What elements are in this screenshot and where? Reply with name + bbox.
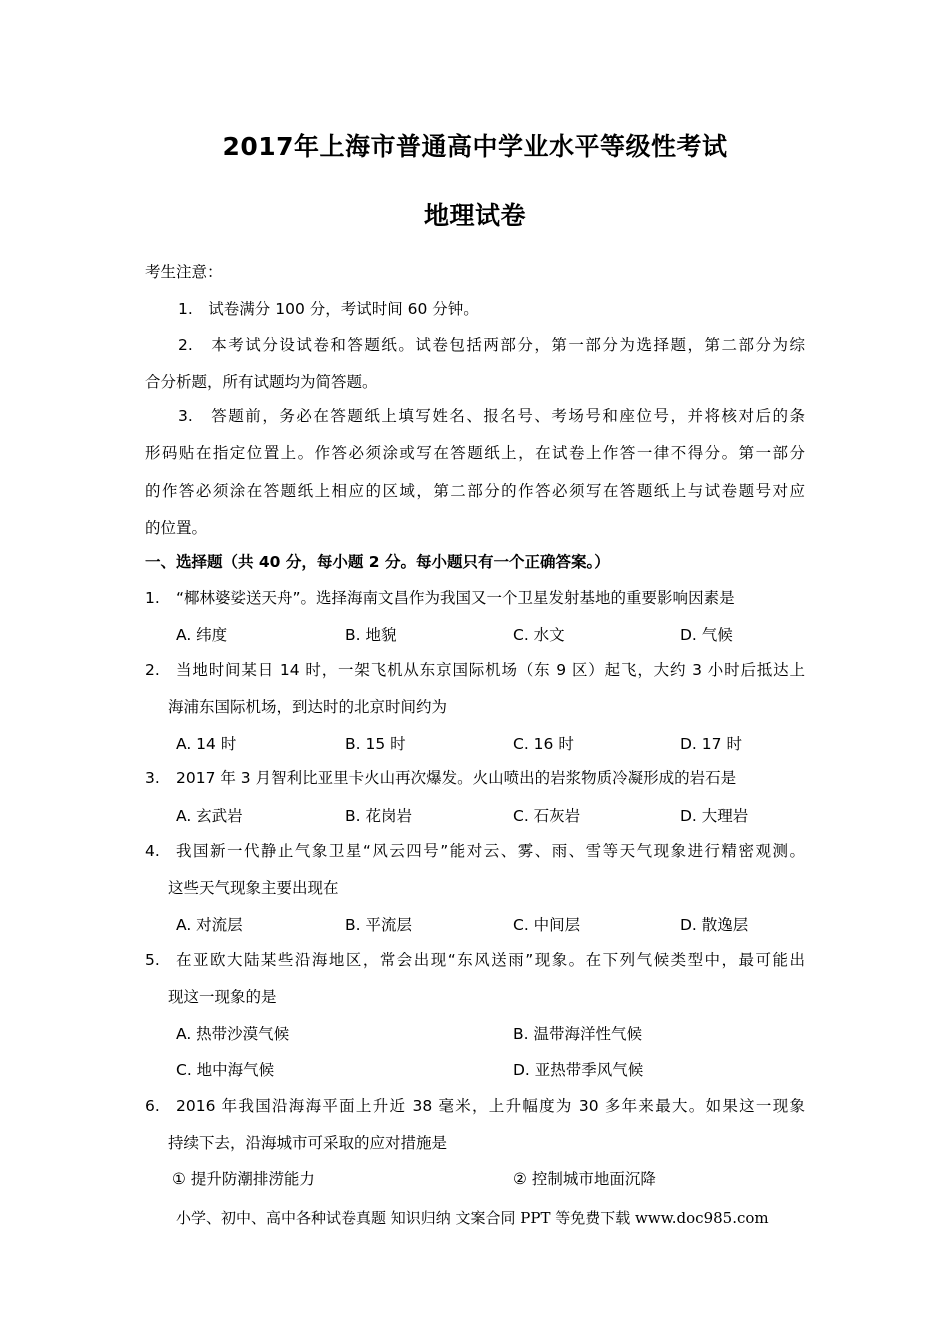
question-2-text-cont: 海浦东国际机场，到达时的北京时间约为: [168, 698, 448, 716]
q4-option-a: A. 对流层: [176, 916, 243, 934]
question-4-text: 我国新一代静止气象卫星“风云四号”能对云、雾、雨、雪等天气现象进行精密观测。: [176, 842, 805, 860]
question-6-text: 2016 年我国沿海海平面上升近 38 毫米，上升幅度为 30 多年来最大。如果这一现象: [176, 1097, 805, 1115]
q2-option-b: B. 15 时: [345, 735, 406, 753]
question-4-text-cont: 这些天气现象主要出现在: [168, 879, 339, 897]
q4-option-d: D. 散逸层: [680, 916, 749, 934]
q1-option-d: D. 气候: [680, 626, 733, 644]
q5-option-a: A. 热带沙漠气候: [176, 1025, 290, 1043]
q4-option-b: B. 平流层: [345, 916, 412, 934]
question-5-text: 在亚欧大陆某些沿海地区，常会出现“东风送雨”现象。在下列气候类型中，最可能出: [176, 951, 805, 969]
q5-option-d: D. 亚热带季风气候: [513, 1061, 644, 1079]
notice-item-3-cont-1: 形码贴在指定位置上。作答必须涂或写在答题纸上，在试卷上作答一律不得分。第一部分: [145, 444, 805, 462]
exam-subtitle: 地理试卷: [423, 201, 526, 230]
exam-title: 2017年上海市普通高中学业水平等级性考试: [222, 132, 728, 161]
notice-item-1: 1. 试卷满分 100 分，考试时间 60 分钟。: [178, 300, 479, 318]
question-2-text: 当地时间某日 14 时，一架飞机从东京国际机场（东 9 区）起飞，大约 3 小时后抵达上: [176, 661, 805, 679]
q1-option-b: B. 地貌: [345, 626, 397, 644]
q1-option-c: C. 水文: [513, 626, 565, 644]
question-5-text-cont: 现这一现象的是: [168, 988, 277, 1006]
q3-option-b: B. 花岗岩: [345, 807, 412, 825]
q4-option-c: C. 中间层: [513, 916, 581, 934]
question-3-text: 2017 年 3 月智利比亚里卡火山再次爆发。火山喷出的岩浆物质冷凝形成的岩石是: [176, 769, 737, 787]
q5-option-b: B. 温带海洋性气候: [513, 1025, 642, 1043]
notice-item-3-cont-3: 的位置。: [145, 519, 208, 537]
q2-option-c: C. 16 时: [513, 735, 574, 753]
q2-option-d: D. 17 时: [680, 735, 742, 753]
notice-item-2: 2. 本考试分设试卷和答题纸。试卷包括两部分，第一部分为选择题，第二部分为综: [178, 336, 805, 354]
notice-item-3-cont-2: 的作答必须涂在答题纸上相应的区域，第二部分的作答必须写在答题纸上与试卷题号对应: [145, 482, 805, 500]
question-number: 6.: [145, 1097, 160, 1115]
q2-option-a: A. 14 时: [176, 735, 237, 753]
question-number: 3.: [145, 769, 160, 787]
question-number: 1.: [145, 589, 160, 607]
q6-option-2: ② 控制城市地面沉降: [513, 1170, 656, 1188]
question-6-text-cont: 持续下去，沿海城市可采取的应对措施是: [168, 1134, 448, 1152]
question-number: 5.: [145, 951, 160, 969]
notice-item-3: 3. 答题前，务必在答题纸上填写姓名、报名号、考场号和座位号，并将核对后的条: [178, 407, 805, 425]
footer-watermark: 小学、初中、高中各种试卷真题 知识归纳 文案合同 PPT 等免费下载 www.doc985.com: [176, 1209, 769, 1227]
section-heading: 一、选择题（共 40 分，每小题 2 分。每小题只有一个正确答案。）: [145, 553, 610, 571]
q3-option-c: C. 石灰岩: [513, 807, 581, 825]
q3-option-d: D. 大理岩: [680, 807, 749, 825]
notice-heading: 考生注意：: [145, 263, 223, 281]
question-number: 4.: [145, 842, 160, 860]
question-number: 2.: [145, 661, 160, 679]
notice-item-2-cont: 合分析题，所有试题均为简答题。: [145, 373, 378, 391]
q1-option-a: A. 纬度: [176, 626, 228, 644]
question-1-text: “椰林婆娑送天舟”。选择海南文昌作为我国又一个卫星发射基地的重要影响因素是: [176, 589, 735, 607]
q3-option-a: A. 玄武岩: [176, 807, 243, 825]
q5-option-c: C. 地中海气候: [176, 1061, 275, 1079]
q6-option-1: ① 提升防潮排涝能力: [172, 1170, 315, 1188]
